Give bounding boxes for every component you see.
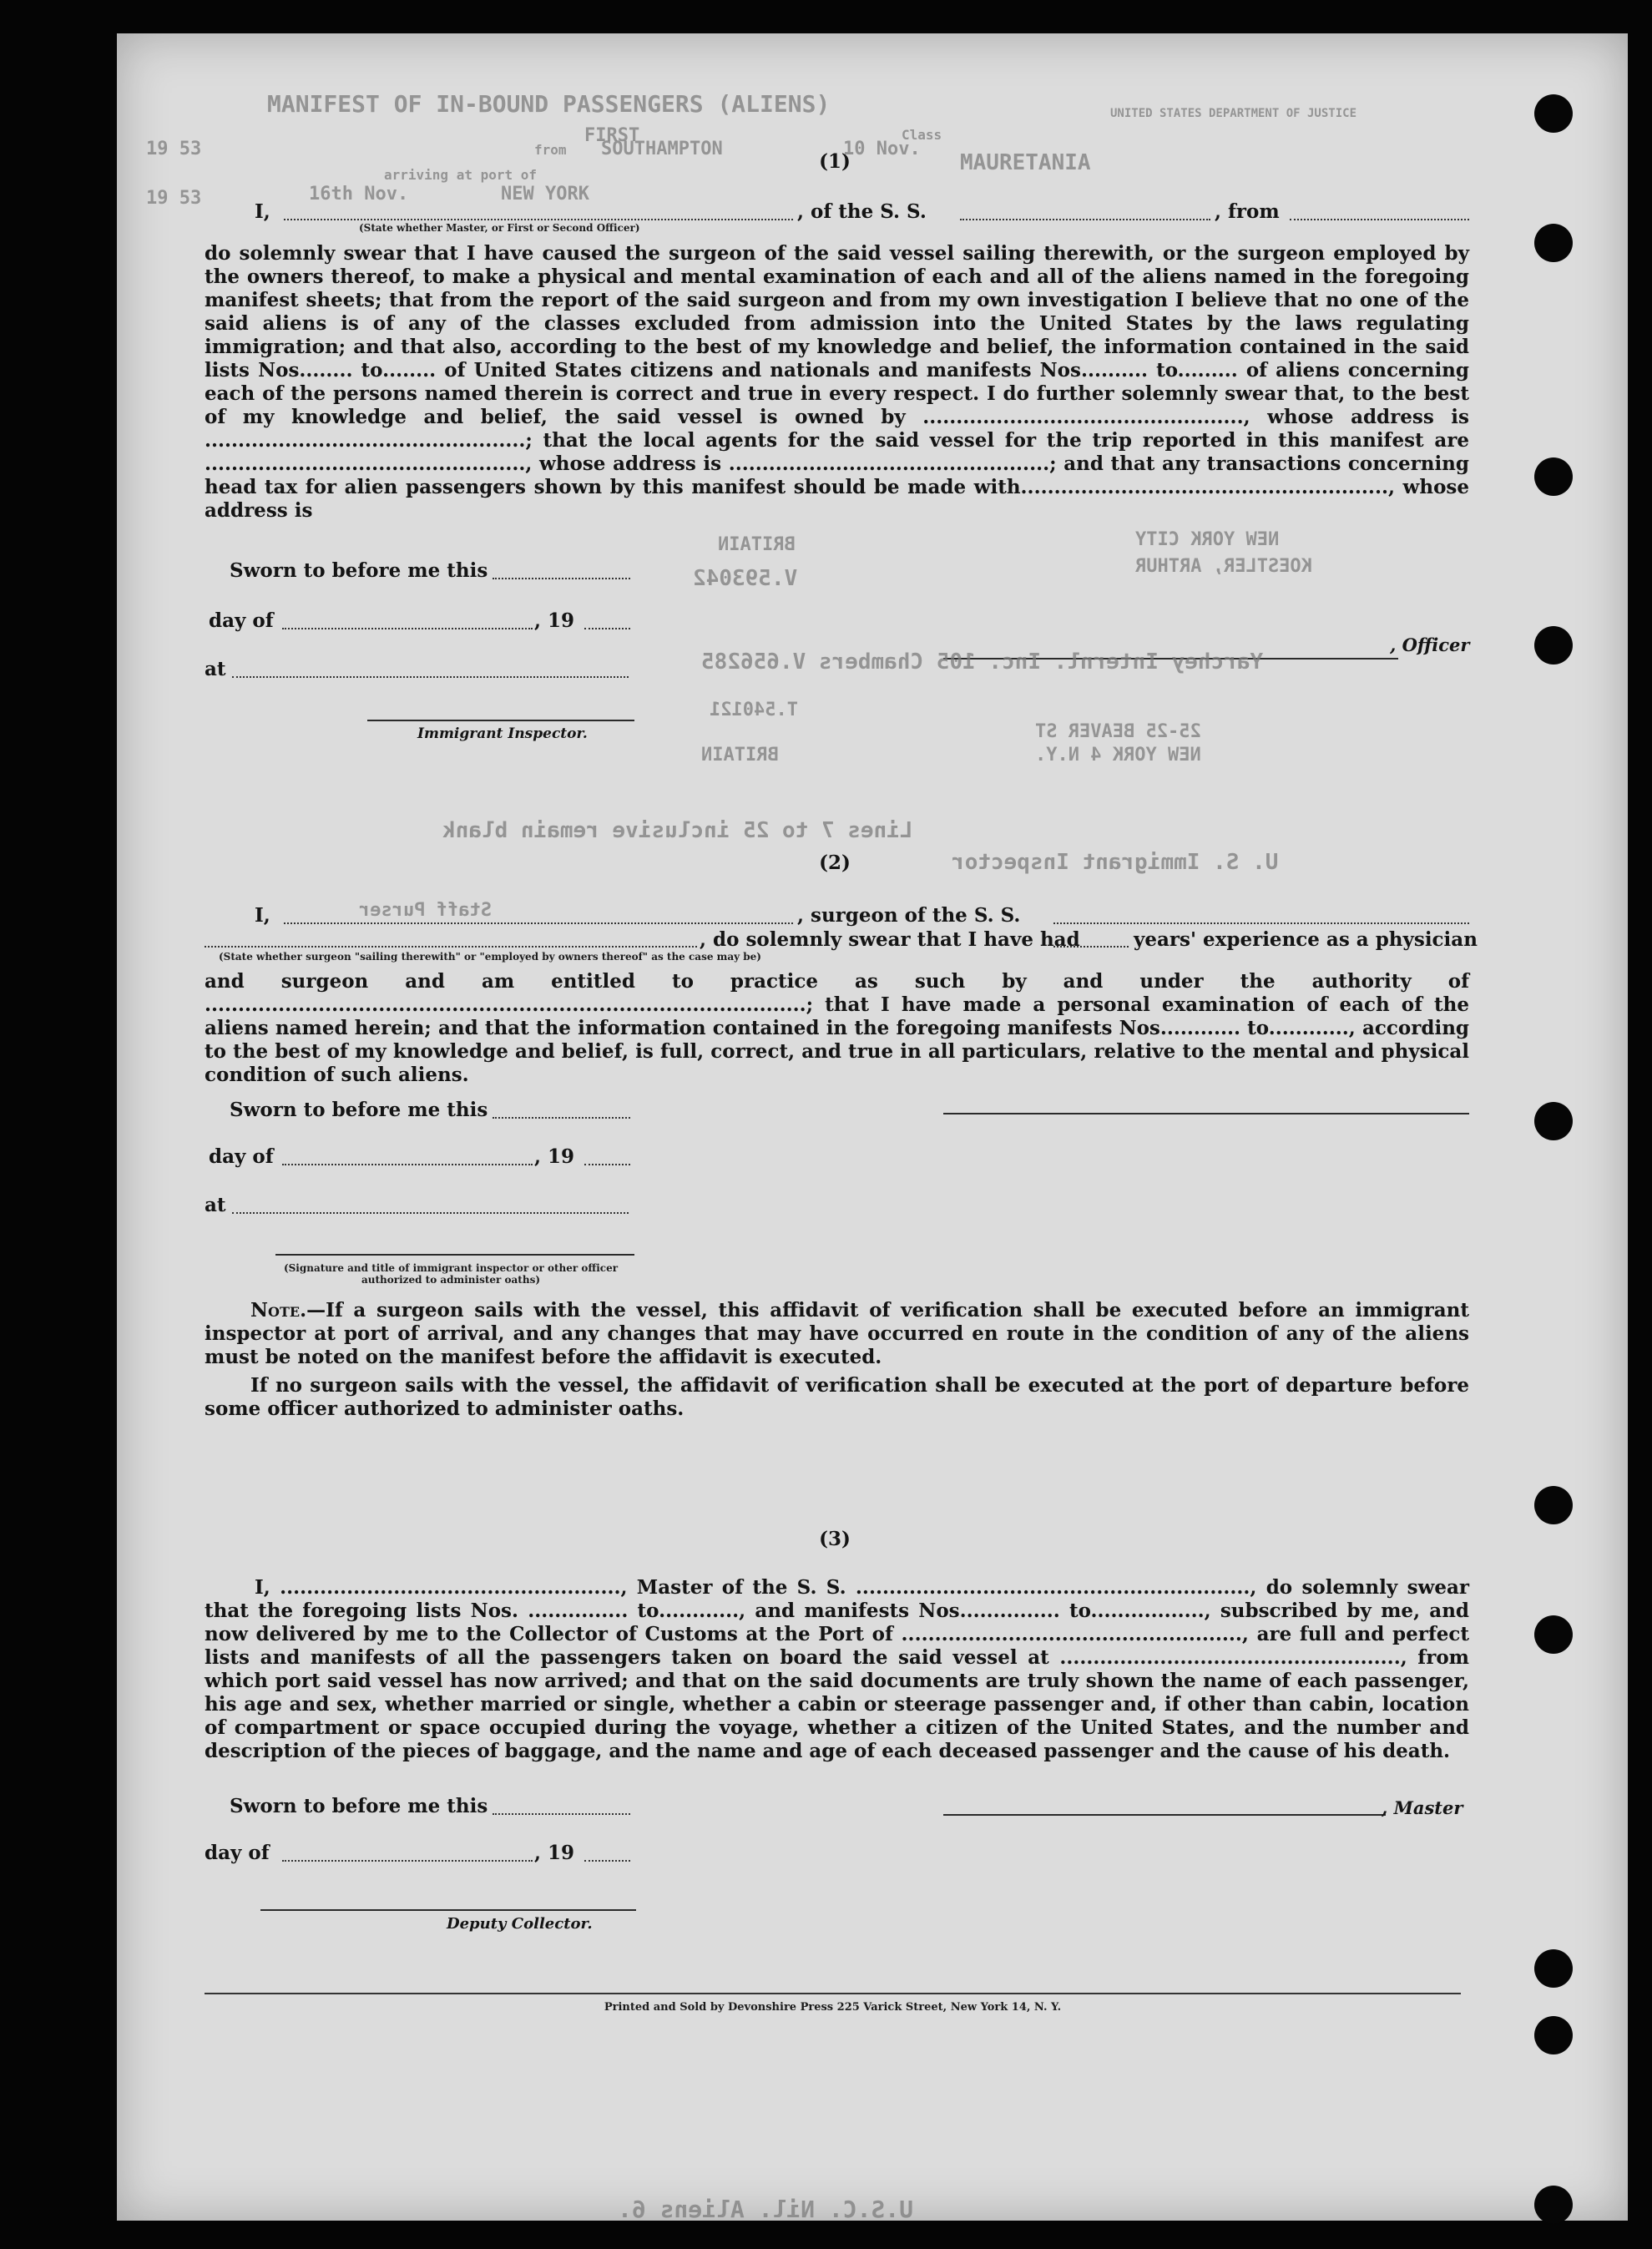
section2-name-line [284,922,793,924]
section2-years-line [1053,946,1129,948]
section1-year-line [584,628,630,629]
bleed-line: BRITAIN [701,745,779,766]
header-arrival-date: 16th Nov. [309,184,409,205]
note-label: Note. [250,1299,307,1322]
section1-sworn: Sworn to before me this [230,559,488,582]
section2-capacity-line [205,946,697,948]
punch-hole [1534,224,1573,262]
section2-number: (2) [819,852,851,874]
section2-i-label: I, [255,904,270,927]
section1-inspector: Immigrant Inspector. [417,725,588,742]
punch-hole [1534,457,1573,496]
section2-years-label: years' experience as a physician [1134,928,1478,951]
section2-sworn: Sworn to before me this [230,1099,488,1121]
section2-paragraph: and surgeon and am entitled to practice as such by and under the authority of ..........................................................................................; that I have made a personal examination of each of the aliens named herein; and that the information contained in the foregoing manifests Nos............ to............, according to the best of my knowledge and belief, is full, correct, and true in all particulars, relative to the mental and physical condition of such aliens. [205,970,1469,1086]
section1-officer-line [284,219,793,220]
section3-year-line [584,1860,630,1862]
punch-hole [1534,1949,1573,1988]
section1-from-line [1290,219,1469,220]
note-paragraph-2: If no surgeon sails with the vessel, the affidavit of verification shall be executed at the port of departure before some officer authorized to administer oaths. [205,1374,1469,1420]
bleed-line: Yarchey Internl. Inc. 105 Chambers V.656285 [701,649,1264,675]
section1-ss-label: , of the S. S. [797,200,927,223]
section2-day-line [282,1164,533,1165]
header-arriving-label: arriving at port of [384,167,538,183]
punch-hole [1534,2186,1573,2224]
header-top-right-note: UNITED STATES DEPARTMENT OF JUSTICE [1110,107,1357,120]
bleed-line: Staff Purser [359,900,492,921]
section1-day-of: day of [209,609,274,632]
header-year-sailed: 19 53 [146,139,202,159]
section2-signature-line [943,1113,1469,1114]
footer-rule [205,1993,1461,1994]
section2-surgeon-label: , surgeon of the S. S. [797,904,1021,927]
section1-inspector-line [367,720,634,721]
section1-year: , 19 [534,609,575,632]
section3-sworn: Sworn to before me this [230,1795,488,1817]
section1-at: at [205,658,226,680]
bleed-line: T.540121 [710,700,798,720]
footer-printer: Printed and Sold by Devonshire Press 225 Varick Street, New York 14, N. Y. [604,2001,1062,2014]
section3-master-line [943,1814,1386,1816]
section3-deputy-line [260,1909,636,1911]
section2-signature-note: (Signature and title of immigrant inspector or other officer authorized to administer oaths) [283,1262,619,1286]
header-from-port: SOUTHAMPTON [601,139,723,159]
punch-hole [1534,1102,1573,1140]
header-class-label: Class [902,127,942,143]
section2-surgeon-note: (State whether surgeon "sailing therewith" or "employed by owners thereof" as the case may be) [219,951,761,963]
section1-from-label: , from [1215,200,1280,223]
bleed-line: NEW YORK 4 N.Y. [1035,745,1201,766]
footer-bottom-stamp: U.S.C. Nil. Aliens 6. [618,2196,914,2223]
section3-day-line [282,1860,533,1862]
section3-deputy: Deputy Collector. [447,1915,593,1933]
header-vessel: MAURETANIA [960,150,1091,175]
section2-day-of: day of [209,1145,274,1168]
bleed-line: KOESTLER, ARTHUR [1135,556,1312,577]
section2-year-line [584,1164,630,1165]
punch-hole [1534,94,1573,133]
header-from-label: from [534,142,567,158]
section1-ship-line [960,219,1210,220]
section2-ship-line [1053,922,1469,924]
punch-hole [1534,1615,1573,1654]
section3-day-of: day of [205,1842,270,1864]
section2-swear-label: , do solemnly swear that I have had [700,928,1080,951]
section2-at: at [205,1194,226,1216]
bleed-line: Lines 7 to 25 inclusive remain blank [442,818,913,843]
bleed-line: BRITAIN [718,534,796,555]
section2-sworn-line [493,1117,630,1119]
section1-officer: , Officer [1390,634,1470,655]
header-class-value: FIRST [584,125,640,146]
header-arrival-year: 19 53 [146,188,202,209]
bleed-line: NEW YORK CITY [1135,529,1280,550]
section1-at-line [232,676,629,678]
section1-sworn-line [493,578,630,579]
bleed-line: V.593042 [693,566,798,591]
bleed-line: 25-25 BEAVER ST [1035,721,1201,742]
section1-day-line [282,628,533,629]
note-paragraph-1 [205,1299,1469,1369]
section1-i-label: I, [255,200,270,223]
section1-number: (1) [819,150,851,173]
header-date-sailed: 10 Nov. [843,139,921,159]
punch-hole [1534,626,1573,665]
header-arrival-port: NEW YORK [501,184,589,205]
punch-hole [1534,1486,1573,1524]
section2-year: , 19 [534,1145,575,1168]
punch-hole [1534,2016,1573,2054]
section3-master: , Master [1382,1797,1463,1818]
bleed-line: U. S. Immigrant Inspector [952,850,1279,875]
section1-paragraph: do solemnly swear that I have caused the surgeon of the said vessel sailing therewith, or the surgeon employed by the owners thereof, to make a physical and mental examination of each and all of the aliens named in the foregoing manifest sheets; that from the report of the said surgeon and from my own investigation I believe that no one of the said aliens is of any of the classes excluded from admission into the United States by the laws regulating immigration; and that also, according to the best of my knowledge and belief, the information contained in the said lists Nos........ to........ of United States citizens and nationals and manifests Nos.......... to......... of aliens concerning each of the persons named therein is correct and true in every respect. I do further solemnly swear that, to the best of my knowledge and belief, the said vessel is owned by ................................................, whose address is ................................................; that the local agents for the said vessel for the trip reported in this manifest are ................................................, whose address is ................................................; and that any transactions concerning head tax for alien passengers shown by this manifest should be made with......................................................., whose address is [205,242,1469,522]
section3-paragraph: I, ..................................................., Master of the S. S. ..........................................................., do solemnly swear that the foregoing lists Nos. ............... to............, and manifests Nos............... to................., subscribed by me, and now delivered by me to the Collector of Customs at the Port of ..................................................., are full and perfect lists and manifests of all the passengers taken on board the said vessel at ..................................................., from which port said vessel has now arrived; and that on the said documents are truly shown the name of each passenger, his age and sex, whether married or single, whether a cabin or steerage passenger and, if other than cabin, location of compartment or space occupied during the voyage, whether a citizen of the United States, and the number and description of the pieces of baggage, and the name and age of each deceased passenger and the cause of his death. [205,1576,1469,1762]
section1-rank-note: (State whether Master, or First or Second Officer) [359,222,640,234]
section3-year: , 19 [534,1842,575,1864]
note-text-1: —If a surgeon sails with the vessel, this affidavit of verification shall be executed before an immigrant inspector at port of arrival, and any changes that may have occurred en route in the condition of any of the aliens must be noted on the manifest before the affidavit is executed. [205,1299,1469,1368]
section2-inspector-line [275,1254,634,1256]
header-title: MANIFEST OF IN-BOUND PASSENGERS (ALIENS) [267,90,831,118]
section3-sworn-line [493,1813,630,1815]
section2-at-line [232,1212,629,1214]
section3-number: (3) [819,1528,851,1550]
